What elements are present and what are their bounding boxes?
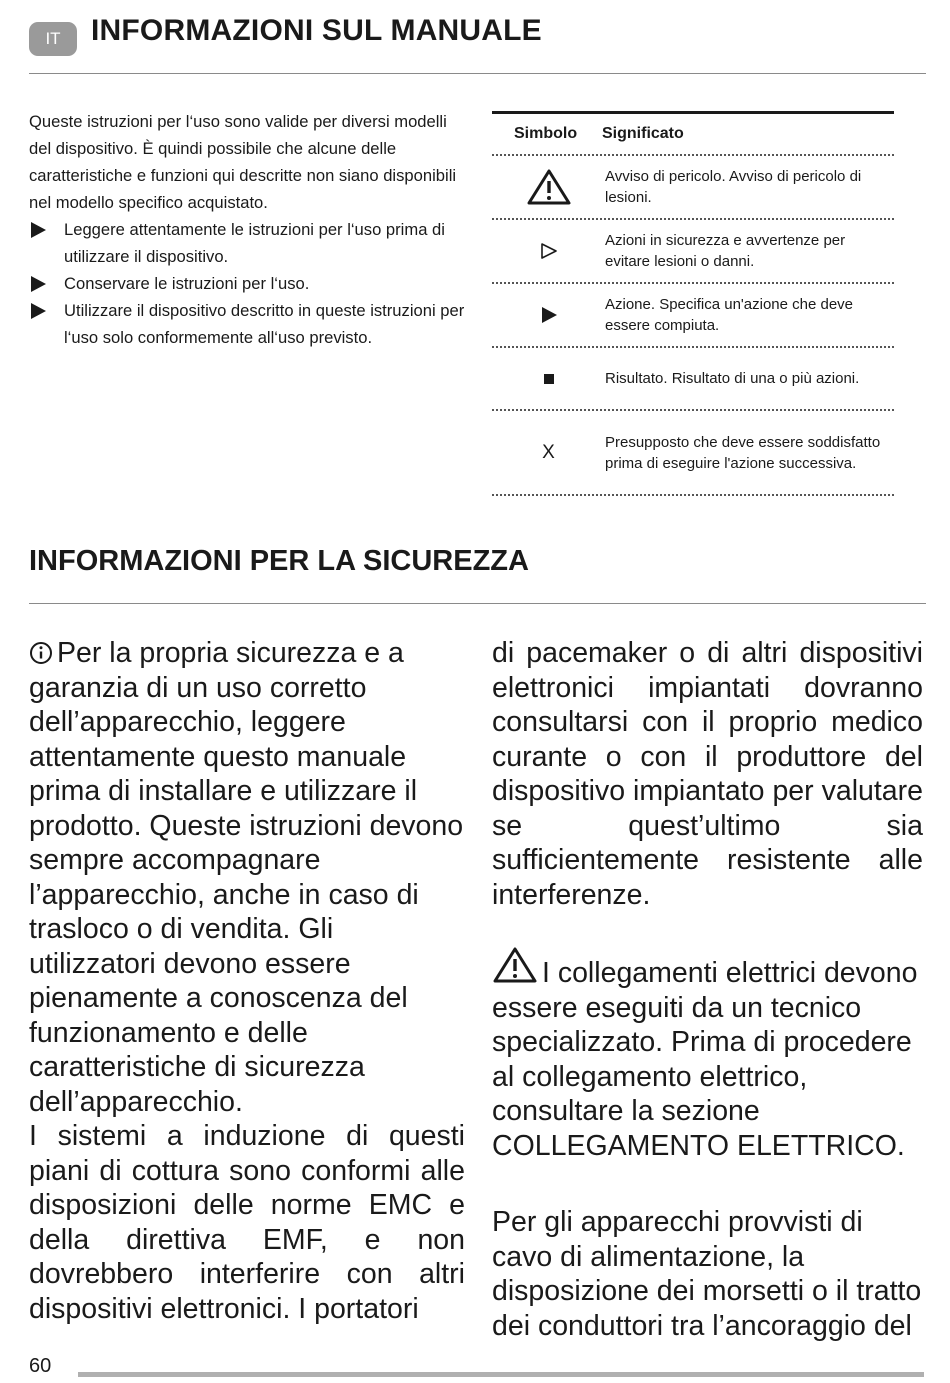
safety-right-column	[492, 636, 923, 1343]
list-item: Conservare le istruzioni per l‘uso.	[29, 270, 469, 297]
header-symbol: Simbolo	[514, 125, 578, 142]
safety-paragraph: di pacemaker o di altri dispositivi elettronici impiantati dovranno consultarsi con il proprio medico curante o con il produttore del dispositivo impiantato per valutare se quest’ultimo sia sufficientemente resistente alle interferenze.	[492, 637, 923, 911]
prerequisite-x-symbol: X	[542, 441, 555, 463]
outline-triangle-icon	[540, 242, 558, 260]
filled-square-icon	[544, 374, 554, 384]
table-row	[492, 220, 894, 284]
title-divider	[29, 73, 926, 74]
section-divider	[29, 603, 926, 604]
page-number: 60	[29, 1355, 52, 1377]
info-icon	[29, 641, 53, 665]
table-row	[492, 411, 894, 496]
table-row	[492, 348, 894, 411]
header-meaning: Significato	[602, 125, 684, 142]
intro-paragraph: Queste istruzioni per l‘uso sono valide per diversi modelli del dispositivo. È quindi possibile che alcune delle caratteristiche e funzioni qui descritte non siano disponibili nel modello specifico acquistato.	[29, 112, 457, 212]
meaning-text: Avviso di pericolo. Avviso di pericolo di lesioni.	[605, 168, 862, 206]
table-row	[492, 284, 894, 348]
meaning-text: Presupposto che deve essere soddisfatto prima di eseguire l'azione successiva.	[605, 433, 881, 472]
page-title: INFORMAZIONI SUL MANUALE	[91, 14, 542, 47]
bullet-triangle-icon	[31, 222, 46, 238]
meaning-text: Azioni in sicurezza e avvertenze per evitare lesioni o danni.	[605, 232, 846, 270]
safety-paragraph: Per la propria sicurezza e a garanzia di un uso corretto dell’apparecchio, leggere attentamente questo manuale prima di installare e utilizzare il prodotto. Queste istruzioni devono sempre accompagnare l’apparecchio, anche in caso di trasloco o di vendita. Gli utilizzatori devono essere pienamente a conoscenza del funzionamento e delle caratteristiche di sicurezza dell’apparecchio.	[29, 637, 464, 1118]
safety-paragraph: I collegamenti elettrici devono essere eseguiti da un tecnico specializzato. Prima di procedere al collegamento elettrico, consultare la sezione COLLEGAMENTO ELETTRICO.	[492, 946, 923, 1163]
symbol-table	[492, 111, 894, 496]
intro-text	[29, 108, 469, 351]
language-badge: IT	[29, 22, 77, 56]
table-row	[492, 156, 894, 220]
list-item: Utilizzare il dispositivo descritto in queste istruzioni per l‘uso solo conformemente all‘uso previsto.	[29, 297, 469, 351]
warning-triangle-icon	[492, 946, 538, 984]
meaning-text: Risultato. Risultato di una o più azioni.	[605, 370, 860, 387]
safety-left-column	[29, 636, 465, 1326]
table-header	[492, 114, 894, 156]
meaning-text: Azione. Specifica un'azione che deve essere compiuta.	[605, 296, 854, 334]
bullet-triangle-icon	[31, 276, 46, 292]
intro-bullet-list	[29, 216, 469, 351]
safety-paragraph: Per gli apparecchi provvisti di cavo di alimentazione, la disposizione dei morsetti o il tratto dei conduttori tra l’ancoraggio del	[492, 1206, 922, 1342]
warning-triangle-icon	[526, 168, 572, 206]
filled-triangle-icon	[540, 306, 558, 324]
list-item: Leggere attentamente le istruzioni per l‘uso prima di utilizzare il dispositivo.	[29, 216, 469, 270]
bullet-triangle-icon	[31, 303, 46, 319]
section-title: INFORMAZIONI PER LA SICUREZZA	[29, 545, 529, 577]
safety-paragraph: I sistemi a induzione di questi piani di cottura sono conformi alle disposizioni delle norme EMC e della direttiva EMF, e non dovrebbero interferire con altri dispositivi elettronici. I portatori	[29, 1120, 465, 1325]
footer-bar	[78, 1372, 924, 1377]
